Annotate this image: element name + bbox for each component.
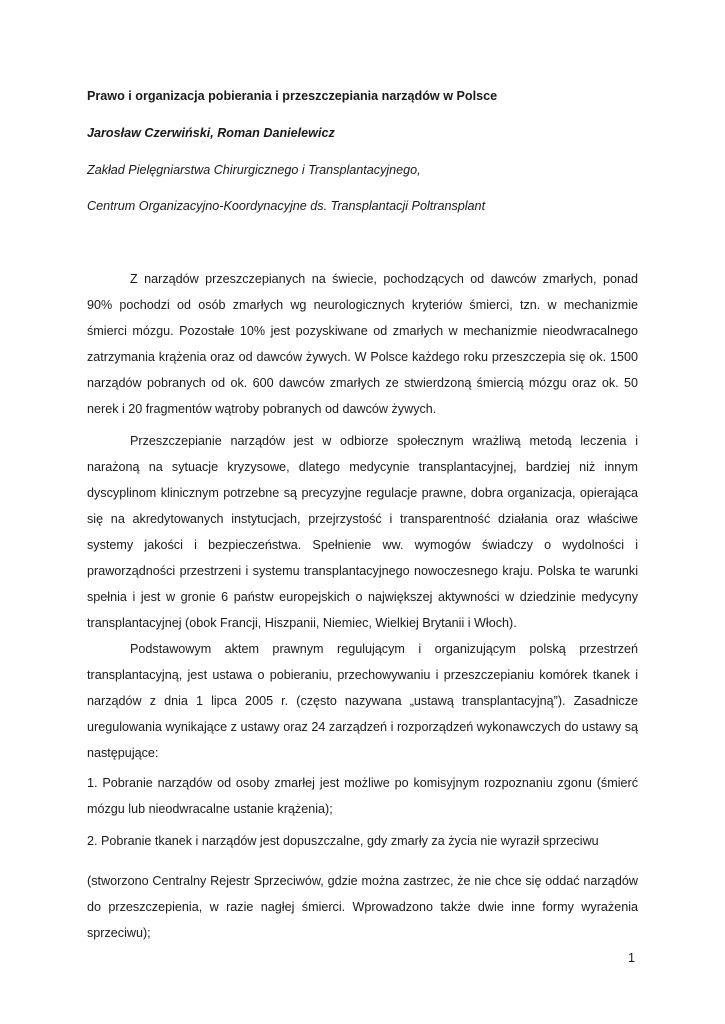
- document-title: Prawo i organizacja pobierania i przeszczepiania narządów w Polsce: [87, 89, 498, 103]
- authors: Jarosław Czerwiński, Roman Danielewicz: [87, 126, 335, 140]
- list-item-2-continuation: (stworzono Centralny Rejestr Sprzeciwów, gdzie można zastrzec, że nie chce się oddać narządów do przeszczepienia, w razie nagłej śmierci. Wprowadzono także dwie inne formy wyrażenia sprzeciwu);: [87, 874, 638, 940]
- paragraph-1: Z narządów przeszczepianych na świecie, pochodzących od dawców zmarłych, ponad 90% pochodzi od osób zmarłych wg neurologicznych kryteriów śmierci, tzn. w mechanizmie śmierci mózgu. Pozostałe 10% jest pozyskiwane od zmarłych w mechanizmie nieodwracalnego zatrzymania krążenia oraz od dawców żywych. W Polsce każdego roku przeszczepia się ok. 1500 narządów pobranych od ok. 600 dawców zmarłych ze stwierdzoną śmiercią mózgu oraz ok. 50 nerek i 20 fragmentów wątroby pobranych od dawców żywych.: [87, 272, 638, 416]
- affiliation-line-1: Zakład Pielęgniarstwa Chirurgicznego i Transplantacyjnego,: [87, 163, 421, 177]
- paragraph-3: Podstawowym aktem prawnym regulującym i organizującym polską przestrzeń transplantacyjną, jest ustawa o pobieraniu, przechowywaniu i przeszczepianiu komórek tkanek i narządów z dnia 1 lipca 2005 r. (często nazywana „ustawą transplantacyjną”). Zasadnicze uregulowania wynikające z ustawy oraz 24 zarządzeń i rozporządzeń wykonawczych do ustawy są następujące:: [87, 642, 638, 760]
- page-number: 1: [628, 951, 636, 965]
- list-item-1: 1. Pobranie narządów od osoby zmarłej jest możliwe po komisyjnym rozpoznaniu zgonu (śmierć mózgu lub nieodwracalne ustanie krążenia);: [87, 776, 638, 816]
- affiliation-line-2: Centrum Organizacyjno-Koordynacyjne ds. Transplantacji Poltransplant: [87, 199, 486, 213]
- paragraph-2: Przeszczepianie narządów jest w odbiorze społecznym wrażliwą metodą leczenia i narażoną na sytuacje kryzysowe, dlatego medycynie transplantacyjnej, bardziej niż innym dyscyplinom klinicznym potrzebne są precyzyjne regulacje prawne, dobra organizacja, opierająca się na akredytowanych instytucjach, przejrzystość i transparentność działania oraz właściwe systemy jakości i bezpieczeństwa. Spełnienie ww. wymogów świadczy o wydolności i praworządności przestrzeni i systemu transplantacyjnego nowoczesnego kraju. Polska te warunki spełnia i jest w gronie 6 państw europejskich o największej aktywności w dziedzinie medycyny transplantacyjnej (obok Francji, Hiszpanii, Niemiec, Wielkiej Brytanii i Włoch).: [87, 434, 638, 630]
- list-item-2: 2. Pobranie tkanek i narządów jest dopuszczalne, gdy zmarły za życia nie wyraził sprzeciwu: [87, 834, 599, 848]
